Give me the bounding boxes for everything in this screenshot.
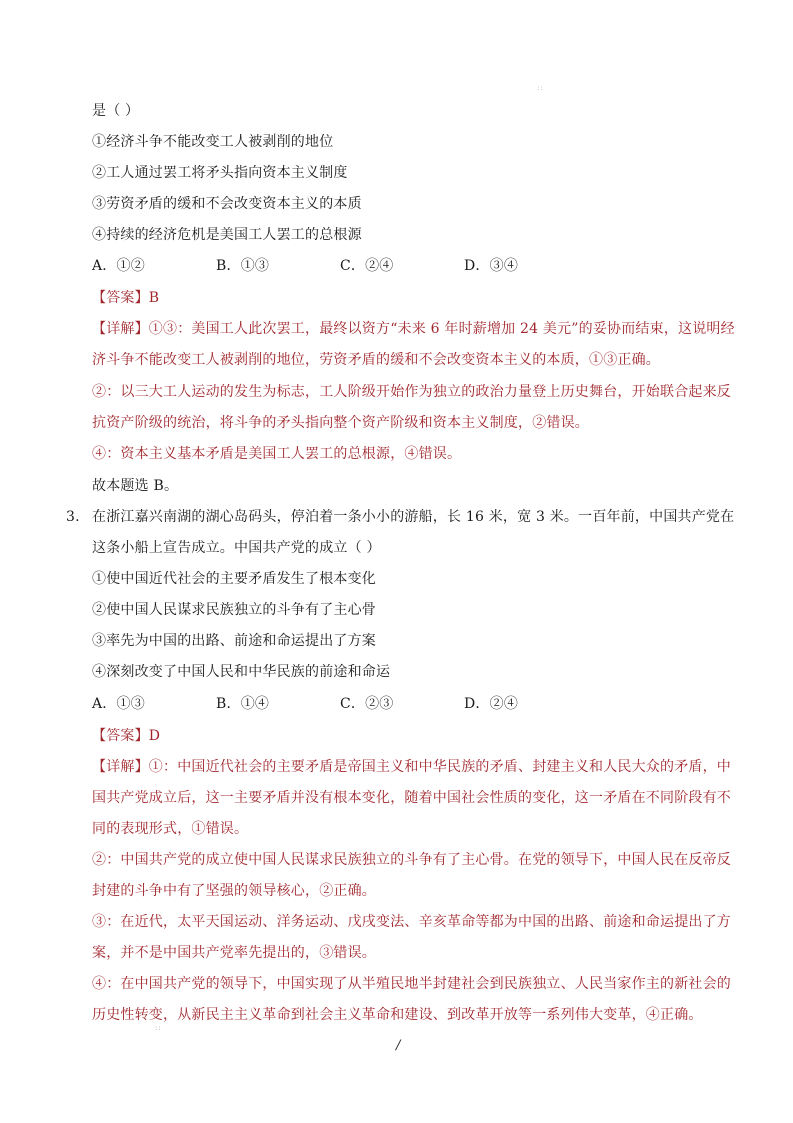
- q2-explain-line-5: ④：资本主义基本矛盾是美国工人罢工的总根源，④错误。: [92, 446, 462, 462]
- q2-option-d: D．③④: [464, 258, 519, 274]
- q2-statement-2: ②工人通过罢工将矛头指向资本主义制度: [92, 165, 348, 181]
- q3-number: 3.: [66, 509, 80, 525]
- q3-explain-line-2: 国共产党成立后，这一主要矛盾并没有根本变化，随着中国社会性质的变化，这一矛盾在不同阶段有不: [92, 790, 731, 806]
- q2-explain-line-1: 【详解】①③：美国工人此次罢工，最终以资方“未来 6 年时薪增加 24 美元”的妥协而结束，这说明经: [92, 321, 735, 337]
- q2-option-a: A．①②: [92, 258, 145, 274]
- q3-stem-line-2: 这条小船上宣告成立。中国共产党的成立（ ）: [92, 540, 381, 556]
- q2-statement-1: ①经济斗争不能改变工人被剥削的地位: [92, 134, 334, 150]
- q3-statement-2: ②使中国人民谋求民族独立的斗争有了主心骨: [92, 602, 376, 618]
- q2-answer: 【答案】B: [92, 290, 160, 306]
- q3-explain-line-9: 历史性转变，从新民主主义革命到社会主义革命和建设、到改革开放等一系列伟大变革，④正确。: [92, 1007, 703, 1023]
- q3-option-c: C．②③: [340, 696, 394, 712]
- q3-statement-4: ④深刻改变了中国人民和中华民族的前途和命运: [92, 664, 391, 680]
- q2-stem-end: 是（ ）: [92, 103, 140, 119]
- q3-option-a: A．①③: [92, 696, 145, 712]
- corner-mark-bottom: ::: [155, 1024, 162, 1032]
- q3-explain-line-5: 封建的斗争中有了坚强的领导核心，②正确。: [92, 883, 376, 899]
- corner-mark-top: ::: [537, 84, 544, 92]
- q3-option-b: B．①④: [216, 696, 270, 712]
- q3-statement-3: ③率先为中国的出路、前途和命运提出了方案: [92, 633, 376, 649]
- q2-options: [92, 256, 518, 276]
- q2-explain-line-2: 济斗争不能改变工人被剥削的地位，劳资矛盾的缓和不会改变资本主义的本质，①③正确。: [92, 352, 660, 368]
- q2-statement-4: ④持续的经济危机是美国工人罢工的总根源: [92, 227, 362, 243]
- q3-explain-line-6: ③：在近代，太平天国运动、洋务运动、戊戌变法、辛亥革命等都为中国的出路、前途和命运提出了方: [92, 914, 731, 930]
- q3-explain-line-3: 同的表现形式，①错误。: [92, 821, 249, 837]
- q2-option-b: B．①③: [216, 258, 270, 274]
- q3-explain-line-1: 【详解】①：中国近代社会的主要矛盾是帝国主义和中华民族的矛盾、封建主义和人民大众的矛盾，中: [92, 759, 731, 775]
- q3-statement-1: ①使中国近代社会的主要矛盾发生了根本变化: [92, 571, 376, 587]
- q3-explain-line-4: ②：中国共产党的成立使中国人民谋求民族独立的斗争有了主心骨。在党的领导下，中国人民在反帝反: [92, 852, 731, 868]
- q2-option-c: C．②④: [340, 258, 394, 274]
- q3-stem-line-1: 在浙江嘉兴南湖的湖心岛码头，停泊着一条小小的游船，长 16 米，宽 3 米。一百年前，中国共产党在: [92, 509, 735, 525]
- q3-options: [92, 694, 518, 714]
- q2-explain-line-3: ②：以三大工人运动的发生为标志，工人阶级开始作为独立的政治力量登上历史舞台，开始联合起来反: [92, 384, 731, 400]
- q2-conclusion: 故本题选 B。: [92, 478, 179, 494]
- q3-answer: 【答案】D: [92, 728, 161, 744]
- q3-option-d: D．②④: [464, 696, 519, 712]
- q3-explain-line-7: 案，并不是中国共产党率先提出的，③错误。: [92, 945, 376, 961]
- q2-statement-3: ③劳资矛盾的缓和不会改变资本主义的本质: [92, 196, 362, 212]
- q3-explain-line-8: ④：在中国共产党的领导下，中国实现了从半殖民地半封建社会到民族独立、人民当家作主的新社会的: [92, 976, 731, 992]
- page-footer-mark: /: [396, 1038, 401, 1053]
- q2-explain-line-4: 抗资产阶级的统治，将斗争的矛头指向整个资产阶级和资本主义制度，②错误。: [92, 415, 589, 431]
